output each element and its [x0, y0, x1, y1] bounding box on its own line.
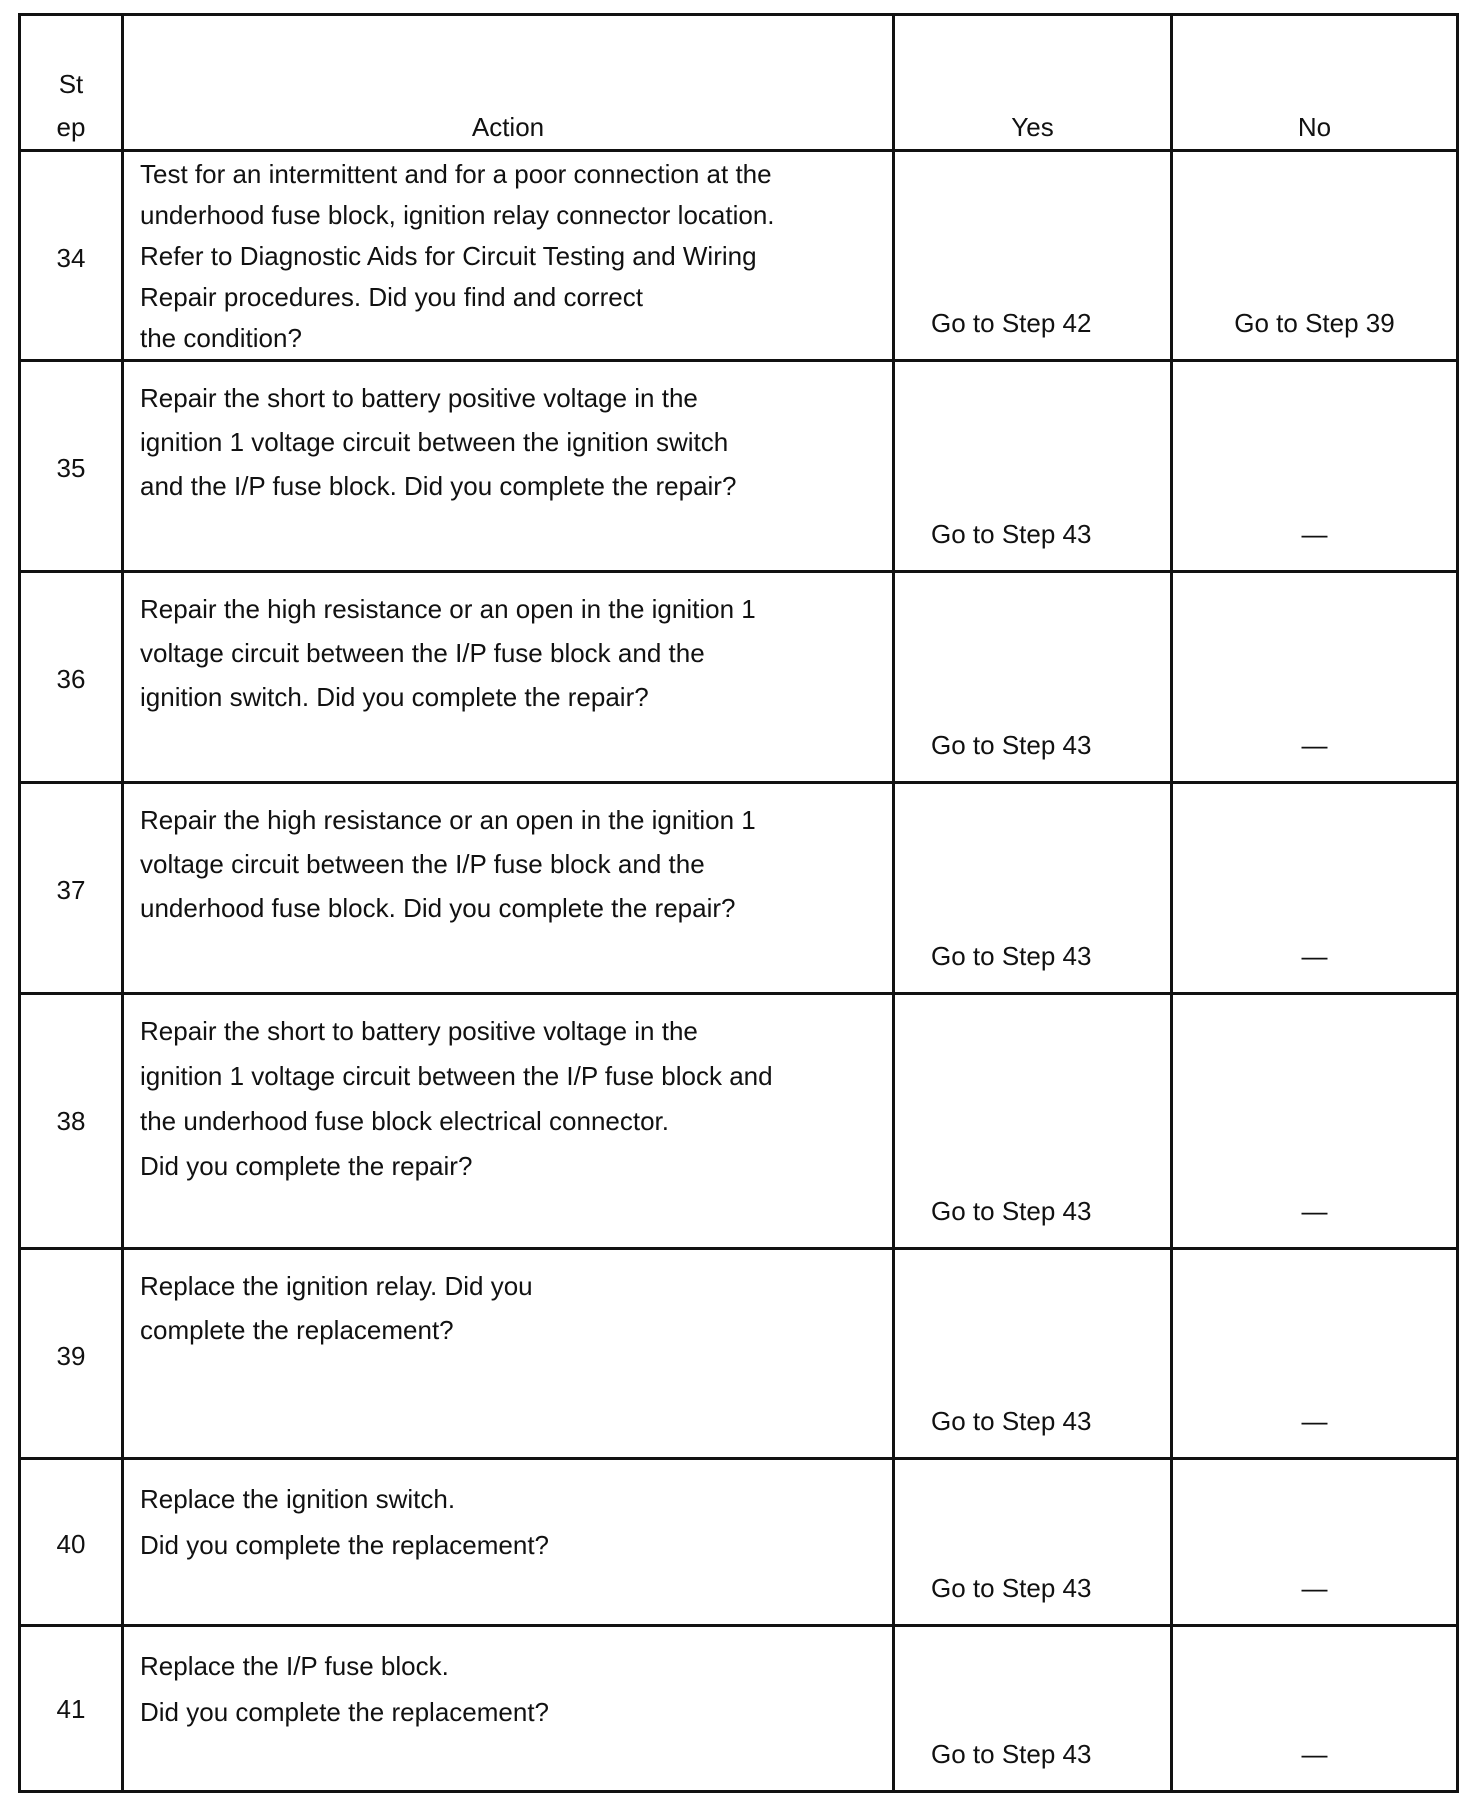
action-line: Repair the high resistance or an open in the ignition 1	[140, 594, 756, 624]
diagnostic-table	[18, 13, 1459, 1793]
step-number: 39	[56, 1341, 86, 1371]
action-line: Replace the I/P fuse block.	[140, 1651, 449, 1681]
step-number: 37	[56, 875, 86, 905]
step-number: 36	[56, 664, 86, 694]
action-line: Repair procedures. Did you find and correct	[140, 282, 643, 312]
action-cell	[123, 1459, 894, 1626]
yes-result: Go to Step 43	[931, 1196, 1092, 1226]
header-row	[20, 15, 1458, 151]
action-line: Did you complete the replacement?	[140, 1697, 550, 1727]
header-action: Action	[123, 15, 894, 151]
no-result: —	[1301, 941, 1328, 971]
action-line: voltage circuit between the I/P fuse block and the	[140, 849, 705, 879]
no-cell	[1172, 572, 1458, 783]
action-line: Repair the short to battery positive voltage in the	[140, 383, 698, 413]
table-row	[20, 1459, 1458, 1626]
step-cell	[20, 994, 123, 1249]
action-cell	[123, 783, 894, 994]
no-cell	[1172, 1249, 1458, 1459]
action-line: Repair the high resistance or an open in the ignition 1	[140, 805, 756, 835]
no-result: —	[1301, 1196, 1328, 1226]
no-result: —	[1301, 519, 1328, 549]
yes-cell	[894, 1249, 1172, 1459]
no-result: —	[1301, 1573, 1328, 1603]
step-number: 34	[56, 243, 86, 273]
action-line: complete the replacement?	[140, 1315, 454, 1345]
action-line: Refer to Diagnostic Aids for Circuit Testing and Wiring	[140, 241, 757, 271]
action-line: Test for an intermittent and for a poor connection at the	[140, 159, 772, 189]
no-cell	[1172, 361, 1458, 572]
yes-result: Go to Step 43	[931, 1406, 1092, 1436]
yes-cell	[894, 151, 1172, 361]
table-row	[20, 783, 1458, 994]
step-cell	[20, 1459, 123, 1626]
action-line: underhood fuse block. Did you complete the repair?	[140, 893, 736, 923]
action-line: Repair the short to battery positive voltage in the	[140, 1016, 698, 1046]
action-line: ignition 1 voltage circuit between the ignition switch	[140, 427, 729, 457]
no-result: Go to Step 39	[1234, 308, 1395, 338]
yes-result: Go to Step 43	[931, 1739, 1092, 1769]
step-number: 41	[56, 1694, 86, 1724]
step-cell	[20, 361, 123, 572]
action-line: Did you complete the repair?	[140, 1151, 473, 1181]
yes-result: Go to Step 43	[931, 1573, 1092, 1603]
yes-cell	[894, 994, 1172, 1249]
yes-result: Go to Step 43	[931, 941, 1092, 971]
action-cell	[123, 572, 894, 783]
step-cell	[20, 783, 123, 994]
step-number: 38	[56, 1106, 86, 1136]
no-cell	[1172, 994, 1458, 1249]
step-number: 40	[56, 1529, 86, 1559]
header-yes: Yes	[894, 15, 1172, 151]
action-line: Replace the ignition relay. Did you	[140, 1271, 533, 1301]
action-line: the condition?	[140, 323, 302, 353]
yes-result: Go to Step 42	[931, 308, 1092, 338]
header-no: No	[1172, 15, 1458, 151]
table-row	[20, 1249, 1458, 1459]
action-cell	[123, 1249, 894, 1459]
step-cell	[20, 151, 123, 361]
table-row	[20, 361, 1458, 572]
action-line: the underhood fuse block electrical connector.	[140, 1106, 670, 1136]
header-step	[20, 15, 123, 151]
table-header	[20, 15, 1458, 151]
step-cell	[20, 572, 123, 783]
action-line: Did you complete the replacement?	[140, 1530, 550, 1560]
table-row	[20, 994, 1458, 1249]
yes-result: Go to Step 43	[931, 519, 1092, 549]
no-cell	[1172, 151, 1458, 361]
yes-cell	[894, 1459, 1172, 1626]
step-number: 35	[56, 453, 86, 483]
action-cell	[123, 1626, 894, 1792]
yes-cell	[894, 783, 1172, 994]
header-step-line2: ep	[56, 112, 86, 142]
action-line: voltage circuit between the I/P fuse block and the	[140, 638, 705, 668]
action-cell	[123, 994, 894, 1249]
no-result: —	[1301, 730, 1328, 760]
no-cell	[1172, 1459, 1458, 1626]
action-cell	[123, 361, 894, 572]
action-line: and the I/P fuse block. Did you complete the repair?	[140, 471, 737, 501]
step-cell	[20, 1249, 123, 1459]
action-line: underhood fuse block, ignition relay connector location.	[140, 200, 775, 230]
action-cell	[123, 151, 894, 361]
action-line: ignition switch. Did you complete the repair?	[140, 682, 649, 712]
header-step-line1: St	[58, 69, 84, 99]
action-line: Replace the ignition switch.	[140, 1484, 456, 1514]
action-line: ignition 1 voltage circuit between the I/P fuse block and	[140, 1061, 773, 1091]
table-row	[20, 572, 1458, 783]
yes-cell	[894, 361, 1172, 572]
no-result: —	[1301, 1739, 1328, 1769]
yes-result: Go to Step 43	[931, 730, 1092, 760]
step-cell	[20, 1626, 123, 1792]
table-row	[20, 1626, 1458, 1792]
table-row	[20, 151, 1458, 361]
no-result: —	[1301, 1406, 1328, 1436]
yes-cell	[894, 572, 1172, 783]
no-cell	[1172, 1626, 1458, 1792]
yes-cell	[894, 1626, 1172, 1792]
no-cell	[1172, 783, 1458, 994]
